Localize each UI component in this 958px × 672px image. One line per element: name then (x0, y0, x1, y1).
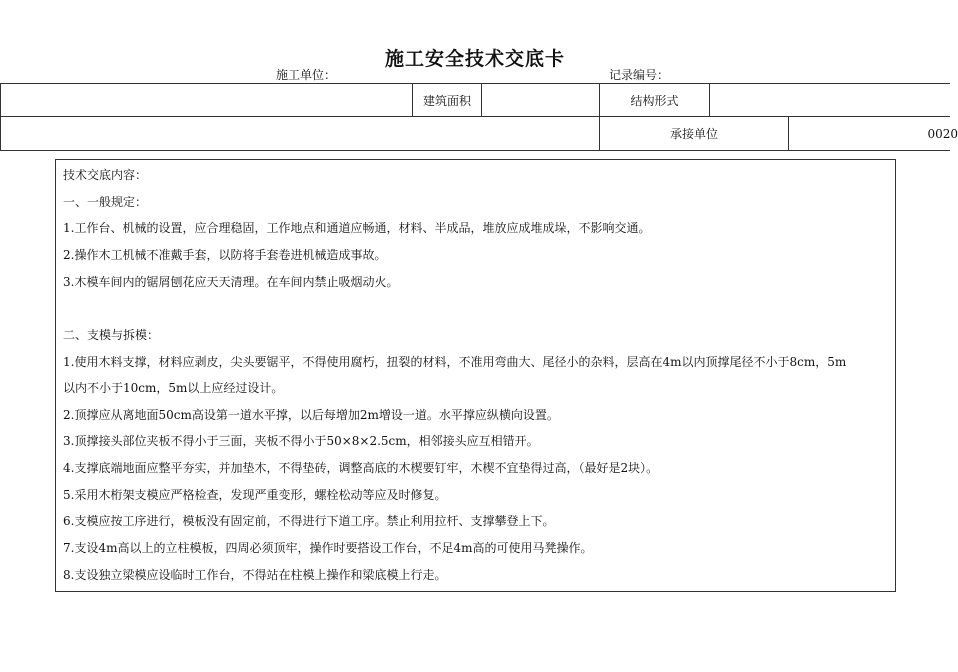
content-line: 6.支模应按工序进行，模板没有固定前，不得进行下道工序。禁止利用拉杆、支撑攀登上下。 (63, 514, 555, 528)
content-line: 4.支撑底端地面应整平夯实，并加垫木，不得垫砖，调整高底的木楔要钉牢，木楔不宜垫得过高，（最好是2块）。 (63, 461, 659, 475)
work-item-cell (0, 116, 600, 151)
building-area-label: 建筑面积 (412, 83, 482, 117)
document-title: 施工安全技术交底卡 (384, 48, 565, 70)
content-line: 1.工作台、机械的设置，应合理稳固，工作地点和通道应畅通，材料、半成品，堆放应成堆成垛，不影响交通。 (63, 221, 651, 235)
content-line: 7.支设4m高以上的立柱模板，四周必须顶牢，操作时要搭设工作台，不足4m高的可使用马凳操作。 (63, 541, 593, 555)
structure-type-label: 结构形式 (599, 83, 710, 117)
section-heading: 二、支模与拆模： (63, 328, 160, 342)
content-line: 2.顶撑应从离地面50cm高设第一道水平撑，以后每增加2m增设一道。水平撑应纵横向设置。 (63, 408, 559, 422)
content-line: 2.操作木工机械不准戴手套，以防将手套卷进机械造成事故。 (63, 248, 387, 262)
content-line: 5.采用木桁架支模应严格检查，发现严重变形，螺栓松动等应及时修复。 (63, 488, 447, 502)
content-line: 1.使用木料支撑，材料应剥皮，尖头要锯平，不得使用腐朽，扭裂的材料，不准用弯曲大、尾径小的杂料，层高在4m以内顶撑尾径不小于8cm，5m (63, 355, 847, 369)
contractor-label: 承接单位 (599, 116, 789, 151)
contractor-value-text: 0020 (927, 126, 958, 141)
record-number-label: 记录编号： (609, 68, 670, 82)
building-area-value (481, 83, 600, 117)
content-line: 以内不小于10cm，5m以上应经过设计。 (63, 381, 284, 395)
contractor-value (788, 116, 958, 151)
section-heading: 一、一般规定： (63, 195, 148, 209)
content-heading: 技术交底内容： (63, 168, 148, 182)
construction-unit-label: 施工单位： (276, 68, 337, 82)
content-line: 8.支设独立梁模应设临时工作台，不得站在柱模上操作和梁底模上行走。 (63, 568, 447, 582)
structure-type-value (709, 83, 950, 117)
content-line: 3.顶撑接头部位夹板不得小于三面，夹板不得小于50×8×2.5cm，相邻接头应互相错开。 (63, 434, 539, 448)
project-name-cell (0, 83, 413, 117)
content-line: 3.木模车间内的锯屑刨花应天天清理。在车间内禁止吸烟动火。 (63, 275, 399, 289)
disclosure-content-box (55, 159, 896, 592)
